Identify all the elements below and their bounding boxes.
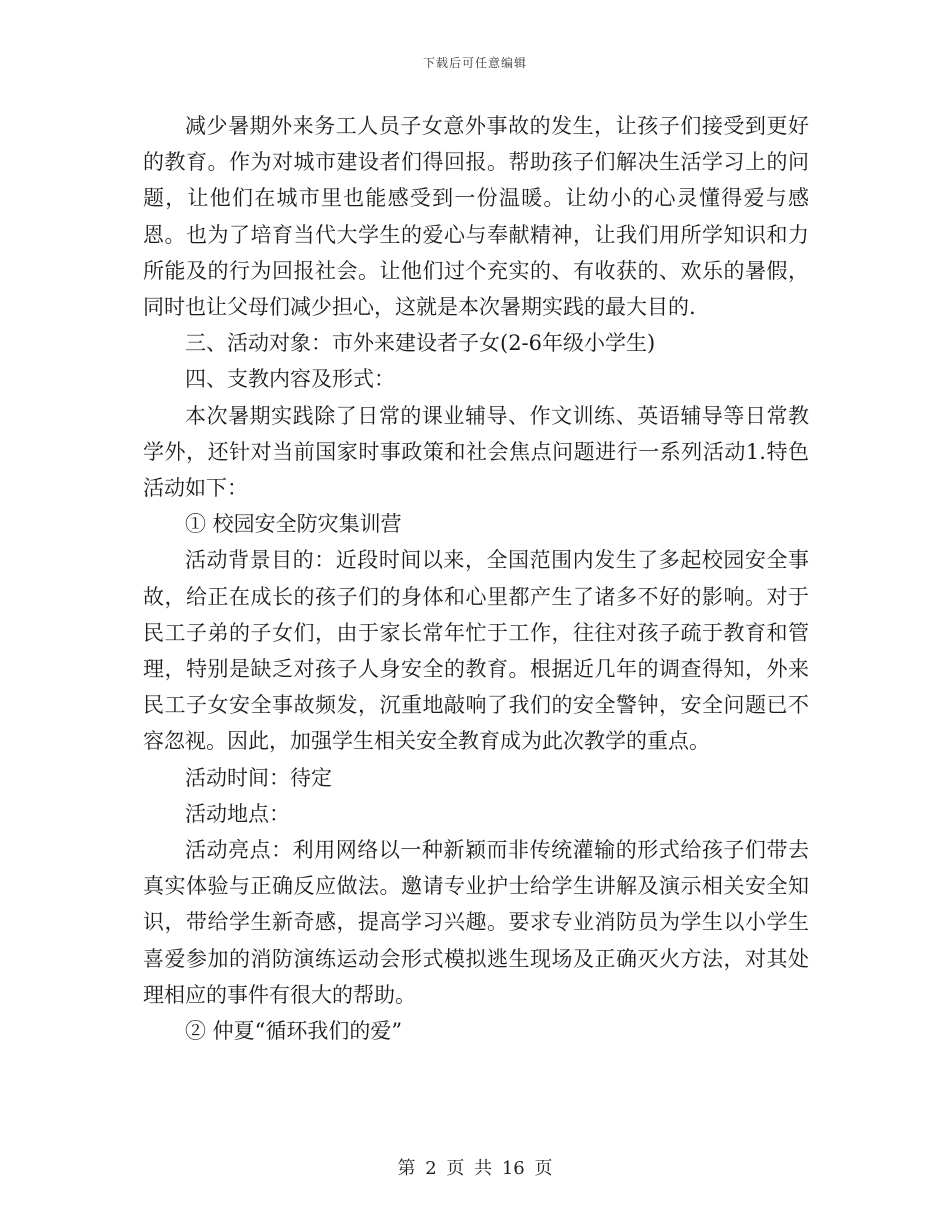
paragraph-activity-highlights: 活动亮点：利用网络以一种新颖而非传统灌输的形式给孩子们带去真实体验与正确反应做法。邀请专业护士给学生讲解及演示相关安全知识，带给学生新奇感，提高学习兴趣。要求专业消防员为学生以小学生喜爱参加的消防演练运动会形式模拟逃生现场及正确灭火方法，对其处理相应的事件有很大的帮助。: [143, 838, 809, 1007]
paragraph-activity-time: 活动时间：待定: [185, 765, 332, 790]
paragraph-activity-background: 活动背景目的：近段时间以来，全国范围内发生了多起校园安全事故，给正在成长的孩子们的身体和心里都产生了诸多不好的影响。对于民工子弟的子女们，由于家长常年忙于工作，往往对孩子疏于教育和管理，特别是缺乏对孩子人身安全的教育。根据近几年的调查得知，外来民工子女安全事故频发，沉重地敲响了我们的安全警钟，安全问题已不容忽视。因此，加强学生相关安全教育成为此次教学的重点。: [143, 548, 809, 754]
paragraph-purpose: 减少暑期外来务工人员子女意外事故的发生，让孩子们接受到更好的教育。作为对城市建设者们得回报。帮助孩子们解决生活学习上的问题，让他们在城市里也能感受到一份温暖。让幼小的心灵懂得爱与感恩。也为了培育当代大学生的爱心与奉献精神，让我们用所学知识和力所能及的行为回报社会。让他们过个充实的、有收获的、欢乐的暑假，同时也让父母们减少担心，这就是本次暑期实践的最大目的.: [143, 114, 809, 320]
paragraph-activity-2-title: ② 仲夏“循环我们的爱”: [185, 1019, 403, 1044]
paragraph-activity-1-title: ① 校园安全防灾集训营: [185, 512, 402, 537]
paragraph-target-audience: 三、活动对象：市外来建设者子女(2-6年级小学生): [185, 331, 656, 356]
paragraph-teaching-content-heading: 四、支教内容及形式：: [185, 367, 395, 392]
page-header-note: 下载后可任意编辑: [422, 56, 527, 70]
paragraph-activity-location: 活动地点：: [185, 801, 290, 826]
paragraph-teaching-content: 本次暑期实践除了日常的课业辅导、作文训练、英语辅导等日常教学外，还针对当前国家时事政策和社会焦点问题进行一系列活动1.特色活动如下：: [143, 403, 809, 501]
document-body: [143, 108, 809, 1049]
page-number-footer: 第 2 页 共 16 页: [397, 1158, 553, 1179]
